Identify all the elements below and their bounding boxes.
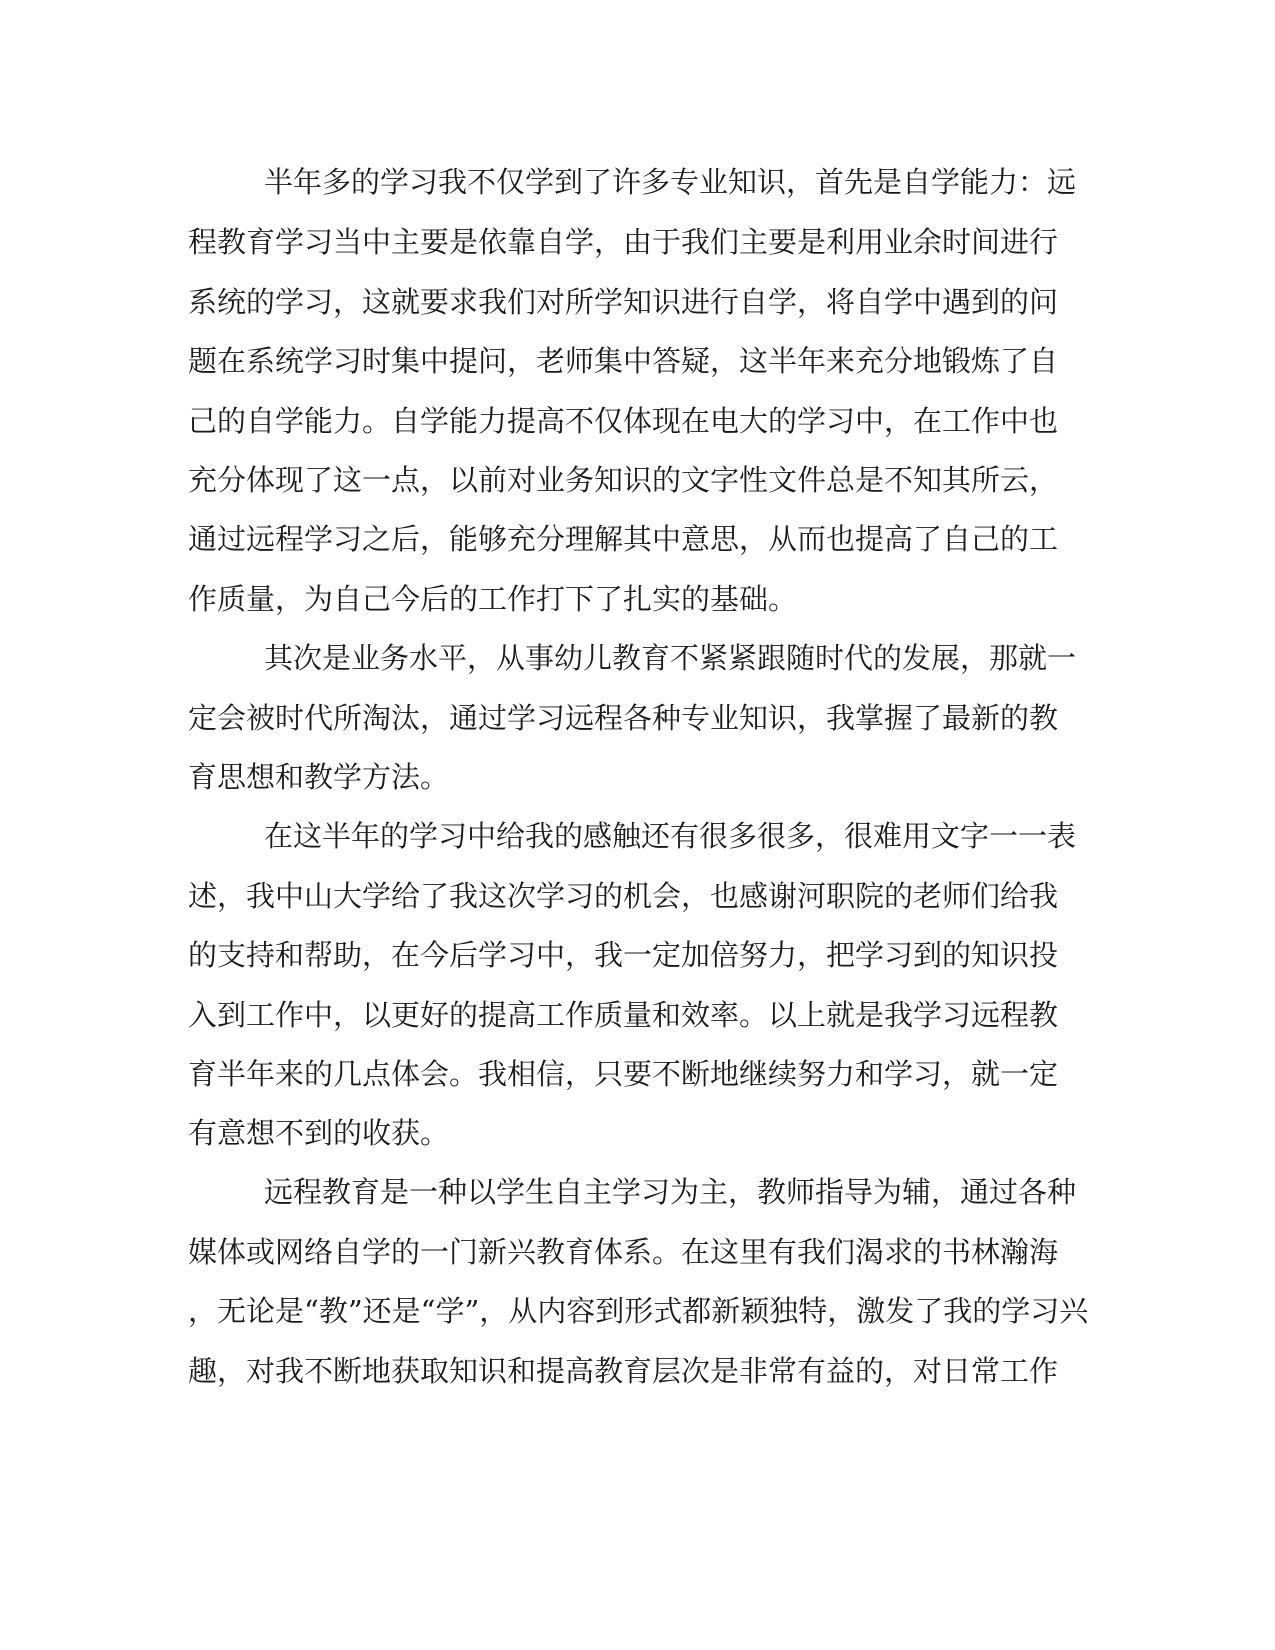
text-line: 定会被时代所淘汰，通过学习远程各种专业知识，我掌握了最新的教 [188,701,1059,735]
text-line: 程教育学习当中主要是依靠自学，由于我们主要是利用业余时间进行 [188,225,1059,259]
text-line: 远程教育是一种以学生自主学习为主，教师指导为辅，通过各种 [264,1175,1077,1209]
text-line: 题在系统学习时集中提问，老师集中答疑，这半年来充分地锻炼了自 [188,344,1059,378]
text-line: 媒体或网络自学的一门新兴教育体系。在这里有我们渴求的书林瀚海 [188,1235,1059,1269]
text-line: 有意想不到的收获。 [188,1116,450,1150]
text-line: 通过远程学习之后，能够充分理解其中意思，从而也提高了自己的工 [188,522,1059,556]
text-line: 系统的学习，这就要求我们对所学知识进行自学，将自学中遇到的问 [188,285,1059,319]
text-line: 其次是业务水平，从事幼儿教育不紧紧跟随时代的发展，那就一 [264,641,1077,675]
text-line: ，无论是“教”还是“学”，从内容到形式都新颖独特，激发了我的学习兴 [188,1294,1089,1328]
text-line: 育思想和教学方法。 [188,760,450,794]
text-line: 己的自学能力。自学能力提高不仅体现在电大的学习中，在工作中也 [188,404,1059,438]
text-line: 述，我中山大学给了我这次学习的机会，也感谢河职院的老师们给我 [188,879,1059,913]
text-line: 育半年来的几点体会。我相信，只要不断地继续努力和学习，就一定 [188,1057,1059,1091]
text-line: 趣，对我不断地获取知识和提高教育层次是非常有益的，对日常工作 [188,1354,1059,1388]
text-line: 半年多的学习我不仅学到了许多专业知识，首先是自学能力：远 [264,165,1077,199]
text-line: 在这半年的学习中给我的感触还有很多很多，很难用文字一一表 [264,819,1077,853]
text-line: 入到工作中，以更好的提高工作质量和效率。以上就是我学习远程教 [188,998,1059,1032]
text-line: 作质量，为自己今后的工作打下了扎实的基础。 [188,582,798,616]
text-line: 充分体现了这一点，以前对业务知识的文字性文件总是不知其所云， [188,463,1059,497]
text-line: 的支持和帮助，在今后学习中，我一定加倍努力，把学习到的知识投 [188,938,1059,972]
